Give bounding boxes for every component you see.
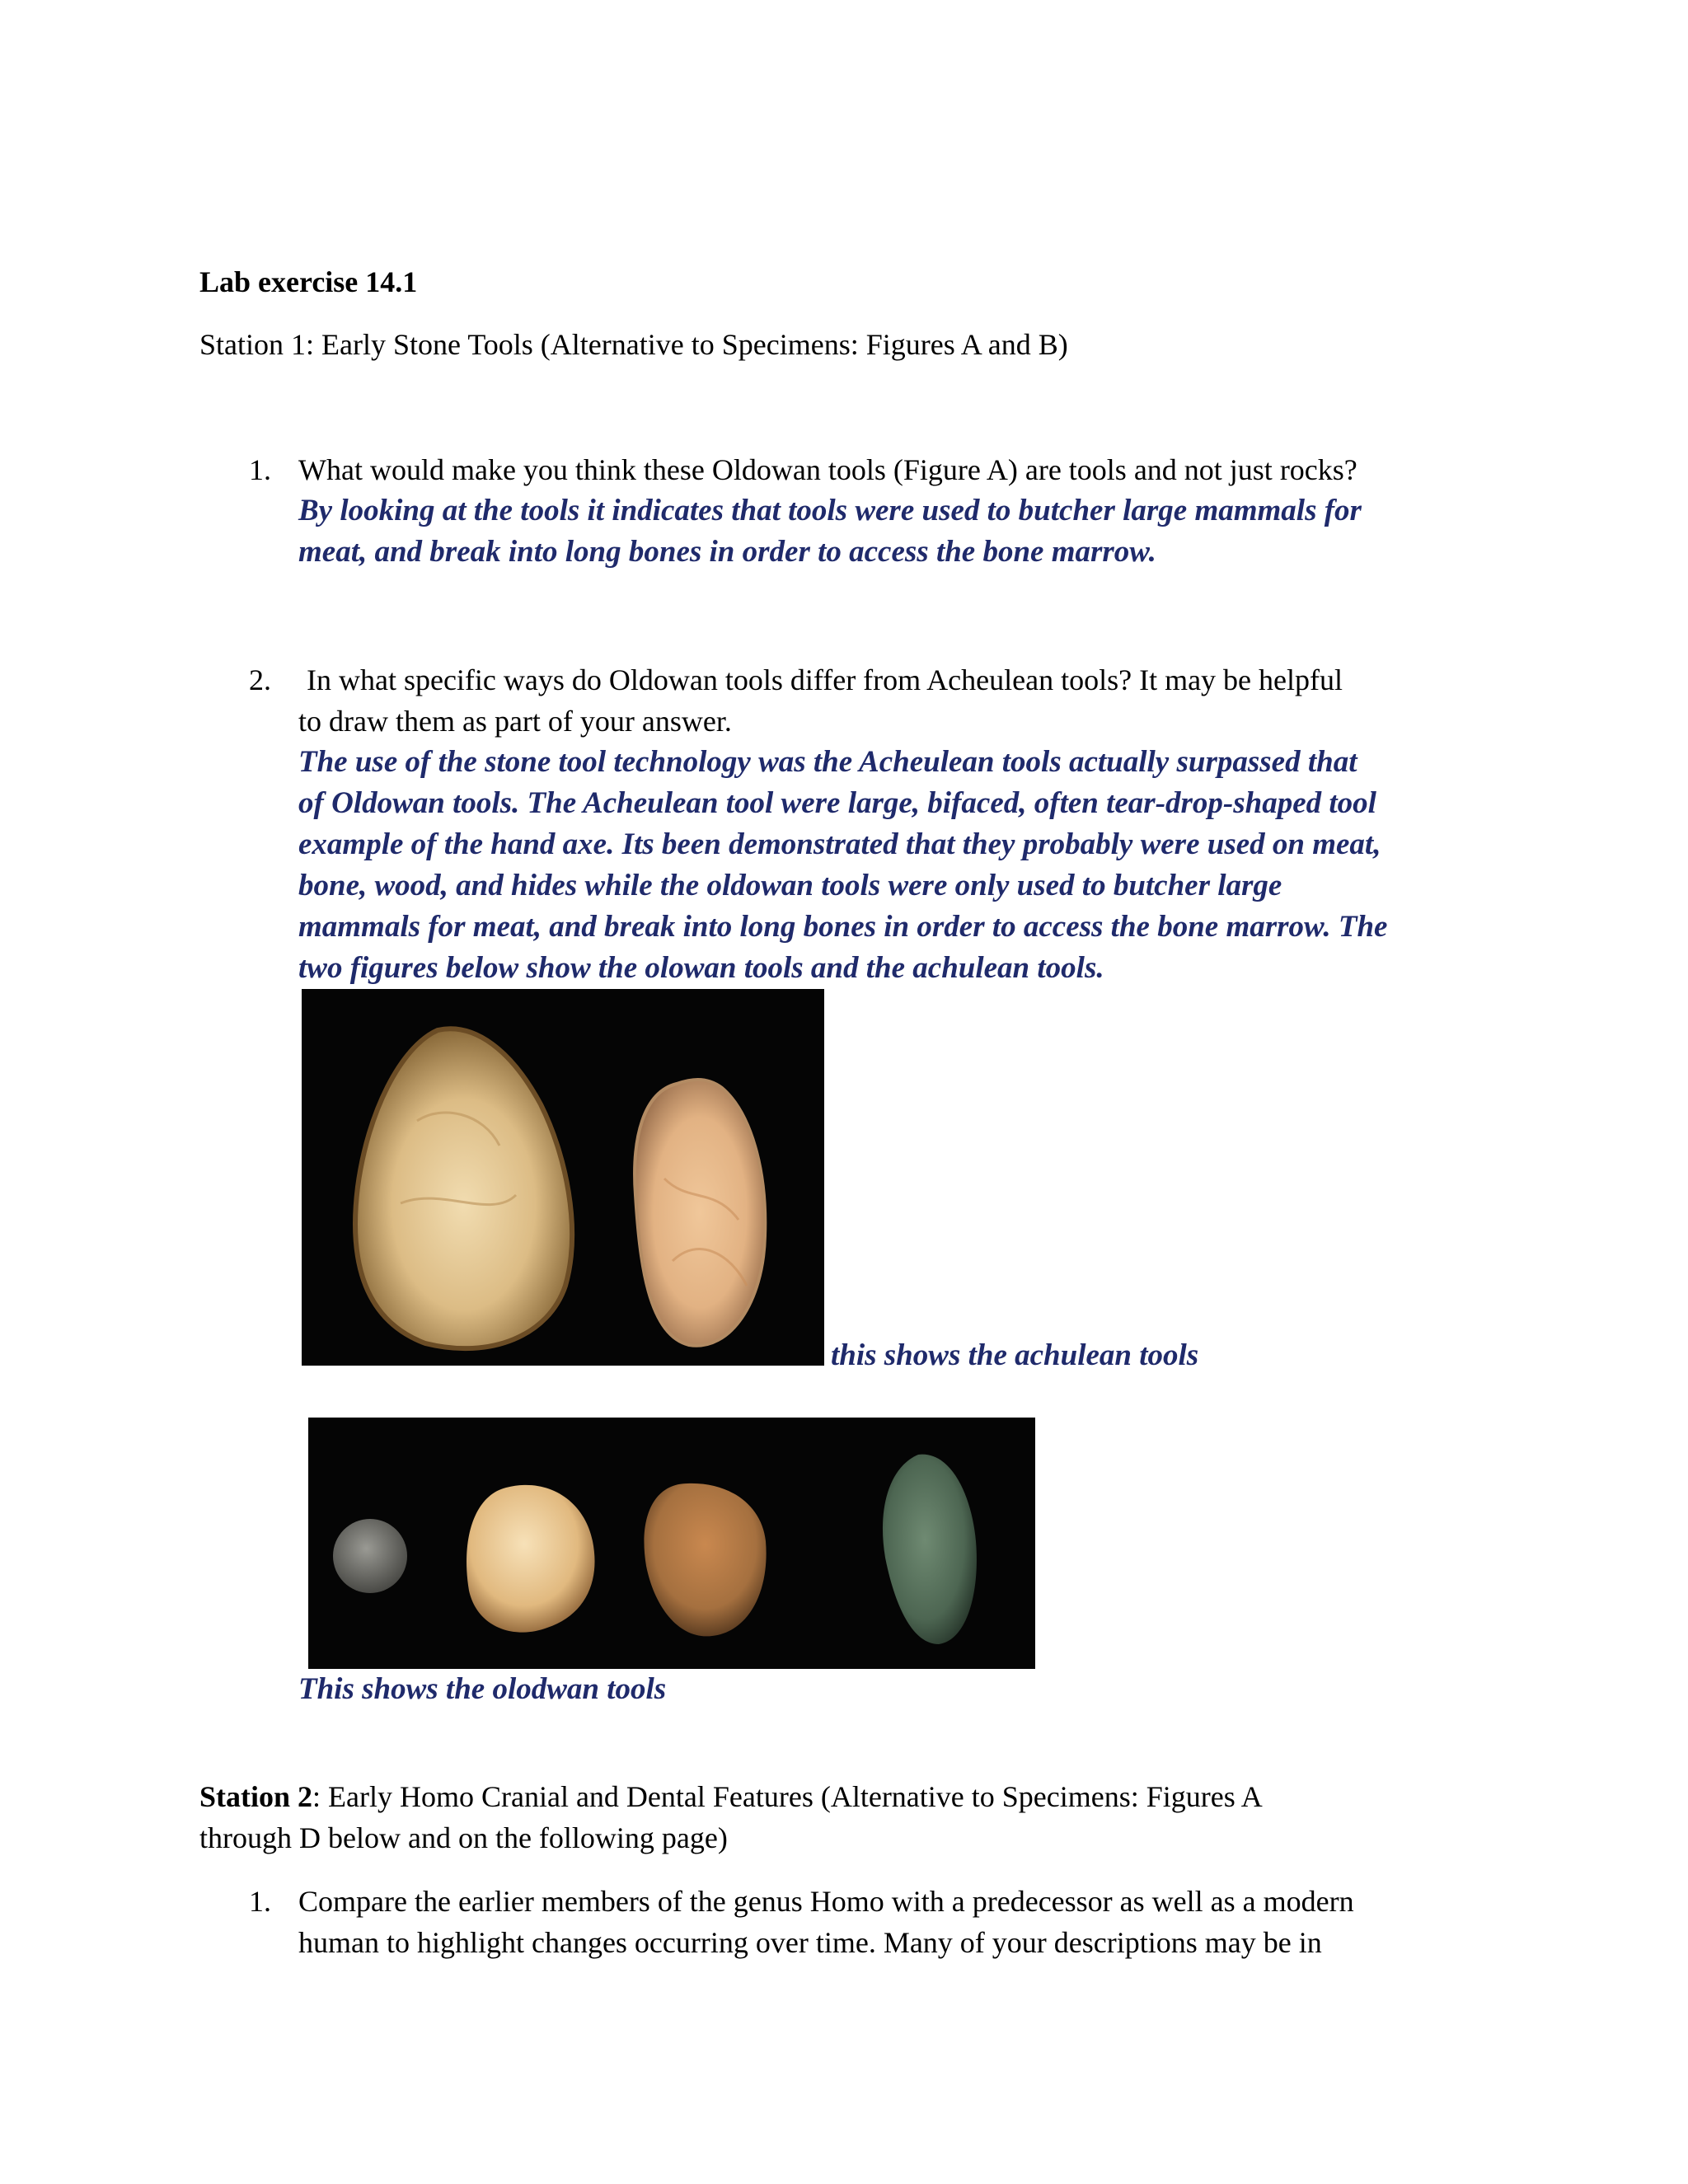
q2-answer-line-4: bone, wood, and hides while the oldowan tools were only used to butcher large (298, 869, 1282, 902)
s2-q1-line-1: Compare the earlier members of the genus Homo with a predecessor as well as a modern (298, 1885, 1354, 1918)
station2-heading-line-1 (199, 1776, 1263, 1817)
q2-answer-line-6: two figures below show the olowan tools and the achulean tools. (298, 951, 1104, 985)
q1-answer-line-2: meat, and break into long bones in order to access the bone marrow. (298, 535, 1156, 569)
q1-number: 1. (249, 453, 271, 486)
q1-question: What would make you think these Oldowan tools (Figure A) are tools and not just rocks? (298, 453, 1357, 486)
s2-q1-line-2: human to highlight changes occurring over time. Many of your descriptions may be in (298, 1926, 1322, 1959)
hammerstone (333, 1519, 407, 1593)
station2-label: Station 2 (199, 1780, 313, 1813)
acheulean-tools-photo (302, 989, 824, 1366)
station2-heading-text: : Early Homo Cranial and Dental Features (Alternative to Specimens: Figures A (312, 1780, 1263, 1813)
q2-number: 2. (249, 663, 271, 696)
page-title: Lab exercise 14.1 (199, 265, 418, 298)
q2-answer-line-5: mammals for meat, and break into long bones in order to access the bone marrow. The (298, 910, 1388, 944)
handaxe-small (635, 1080, 765, 1346)
s2-q1-number: 1. (249, 1885, 271, 1918)
acheulean-caption: this shows the achulean tools (831, 1338, 1199, 1372)
station1-heading: Station 1: Early Stone Tools (Alternative to Specimens: Figures A and B) (199, 328, 1068, 361)
q2-answer-line-1: The use of the stone tool technology was the Acheulean tools actually surpassed that (298, 745, 1357, 779)
q2-answer-line-2: of Oldowan tools. The Acheulean tool were large, bifaced, often tear-drop-shaped tool (298, 786, 1376, 820)
oldowan-tools-photo (308, 1418, 1035, 1669)
station2-heading-line-2: through D below and on the following page) (199, 1821, 728, 1854)
oldowan-caption: This shows the olodwan tools (298, 1672, 667, 1706)
chopper-light (467, 1485, 595, 1633)
q2-answer-line-3: example of the hand axe. Its been demonstrated that they probably were used on meat, (298, 827, 1381, 861)
q2-question-line-1: In what specific ways do Oldowan tools differ from Acheulean tools? It may be helpful (307, 663, 1343, 696)
q1-answer-line-1: By looking at the tools it indicates that tools were used to butcher large mammals for (298, 494, 1362, 527)
q2-question-line-2: to draw them as part of your answer. (298, 705, 732, 738)
